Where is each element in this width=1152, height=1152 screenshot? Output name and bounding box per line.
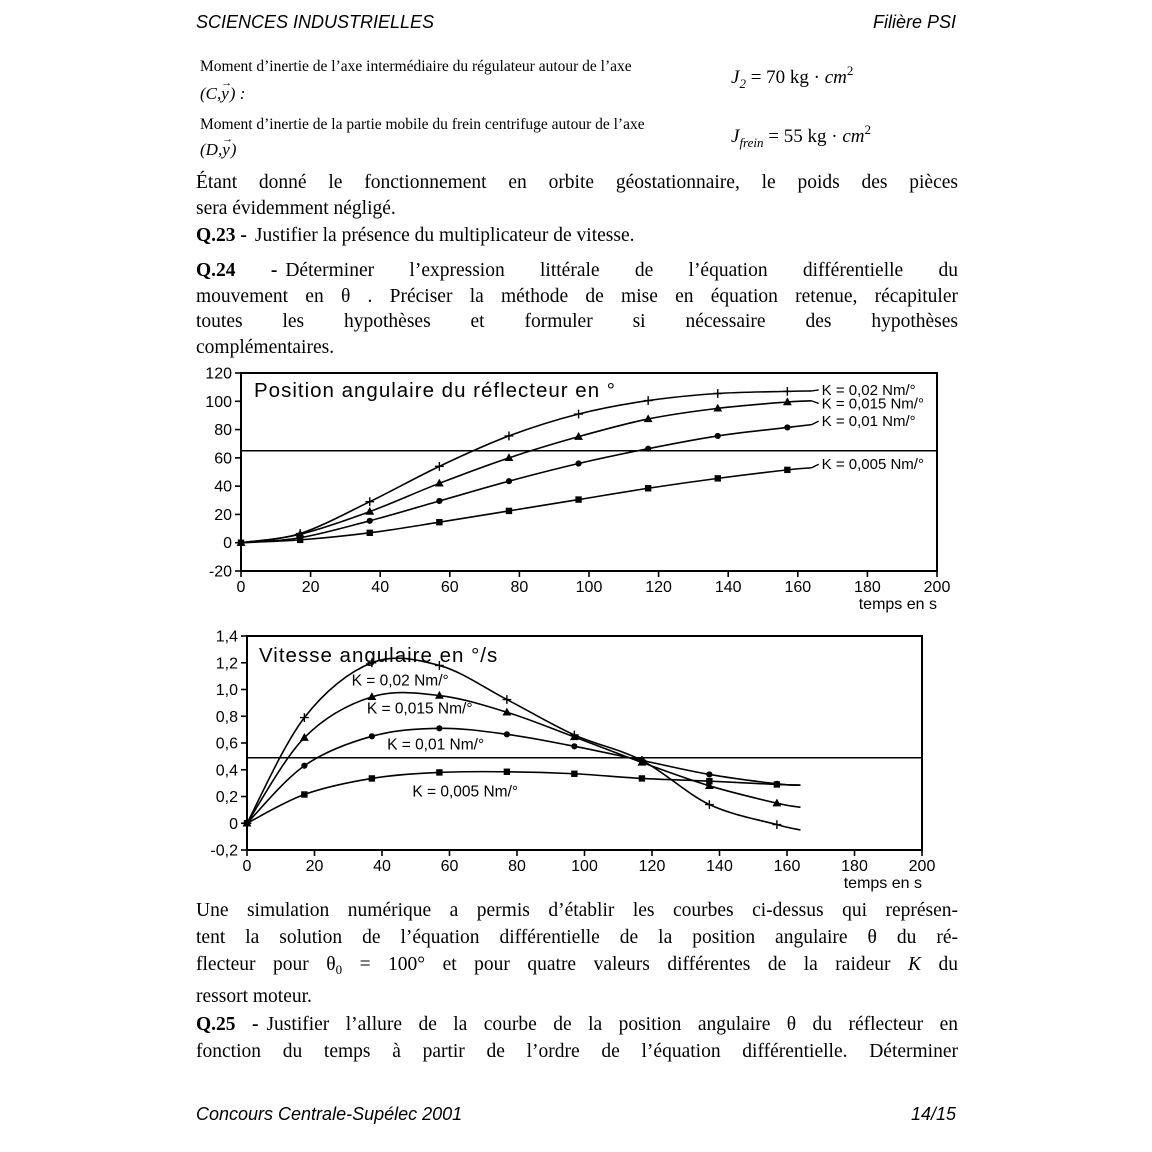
y-vector [221,77,233,104]
footer-exam-name: Concours Centrale-Supélec 2001 [196,1104,463,1124]
page-footer [196,1104,956,1125]
inertia-row2-axis [200,133,237,160]
formula-exp: 2 [846,63,854,78]
paragraph-line: fonction du temps à partir de l’ordre de l’équation différentielle. Déterminer [196,1041,958,1062]
axis-prefix: (D, [200,140,223,159]
question-24 [196,258,958,360]
question-text: Justifier la présence du multiplicateur de vitesse. [254,225,635,246]
svg-text:-20: -20 [208,563,232,581]
svg-text:1,4: 1,4 [215,628,238,646]
question-label: Q.24 - [196,260,278,281]
paragraph-line [196,951,958,983]
formula-unit: cm [824,67,847,88]
svg-text:160: 160 [784,579,812,596]
svg-text:180: 180 [841,858,868,875]
stiffness-symbol: K [908,954,922,975]
svg-text:K = 0,01 Nm/°: K = 0,01 Nm/° [821,413,916,431]
svg-text:100: 100 [205,393,232,411]
question-25 [196,1011,958,1065]
svg-text:0: 0 [229,815,238,833]
svg-text:40: 40 [373,858,391,875]
y-vector [222,133,234,160]
vector-letter: y [222,140,230,159]
svg-text:0,4: 0,4 [215,762,238,780]
angular-velocity-chart [199,627,957,893]
svg-text:40: 40 [371,579,390,596]
formula-var: J [731,67,740,88]
svg-text:0: 0 [223,535,232,553]
formula-exp: 2 [864,122,871,137]
svg-text:K = 0,005 Nm/°: K = 0,005 Nm/° [412,783,519,801]
axis-prefix: (C, [200,84,222,103]
svg-text:100: 100 [575,579,603,596]
inertia-row1-axis [200,77,246,104]
page-header [196,12,956,33]
svg-text:20: 20 [305,858,324,875]
paragraph-line: toutes les hypothèses et formuler si nécessaire des hypothèses [196,311,958,332]
formula-mid: = 55 kg · [763,126,843,147]
vector-arrow-icon: → [221,77,233,90]
svg-text:20: 20 [214,506,232,524]
svg-text:temps en s: temps en s [843,875,922,892]
inertia-formula-jfrein [731,122,871,151]
paragraph-line: sera évidemment négligé. [196,198,396,219]
svg-text:0: 0 [242,858,252,875]
svg-text:1,0: 1,0 [215,682,238,699]
header-track: Filière PSI [872,12,956,32]
theta-subscript: 0 [335,962,343,977]
question-23 [196,225,958,247]
formula-sub: frein [739,135,764,150]
inertia-row2-desc: Moment d’inertie de la partie mobile du frein centrifuge autour de l’axe [200,116,645,133]
svg-text:Position angulaire du réflecte: Position angulaire du réflecteur en ° [254,379,617,402]
text-run: flecteur pour θ [196,954,336,975]
svg-text:80: 80 [510,579,529,596]
paragraph-line: Étant donné le fonctionnement en orbite géostationnaire, le poids des pièces [196,172,958,193]
question-label: Q.23 - [196,225,247,246]
svg-text:120: 120 [645,579,672,596]
formula-sub: 2 [739,76,746,91]
header-subject: SCIENCES INDUSTRIELLES [196,12,435,32]
svg-text:0,2: 0,2 [215,789,238,806]
svg-text:temps en s: temps en s [858,596,937,613]
question-text: Déterminer l’expression littérale de l’équation différentielle du [285,260,958,281]
svg-text:0,8: 0,8 [215,708,238,726]
svg-text:0,6: 0,6 [215,735,238,753]
intro-paragraph [196,170,958,222]
svg-text:180: 180 [854,579,881,596]
paragraph-line: mouvement en θ . Préciser la méthode de mise en équation retenue, récapituler [196,285,958,307]
svg-text:60: 60 [440,579,459,596]
paragraph-line: tent la solution de l’équation différentielle de la position angulaire θ du ré- [196,927,958,948]
svg-text:K = 0,01 Nm/°: K = 0,01 Nm/° [387,736,485,754]
svg-text:160: 160 [773,858,801,875]
svg-text:K = 0,005 Nm/°: K = 0,005 Nm/° [821,456,924,474]
svg-text:60: 60 [214,450,232,468]
svg-text:200: 200 [908,858,936,875]
svg-text:20: 20 [301,579,320,596]
svg-text:K = 0,015 Nm/°: K = 0,015 Nm/° [366,700,473,718]
inertia-row1-desc: Moment d’inertie de l’axe intermédiaire du régulateur autour de l’axe [200,58,632,75]
question-text: Justifier l’allure de la courbe de la position angulaire θ du réflecteur en [266,1014,958,1035]
vector-arrow-icon: → [222,133,234,146]
position-angle-chart [193,366,957,616]
svg-text:80: 80 [508,858,526,875]
text-run: du [921,954,959,975]
svg-text:200: 200 [923,579,951,596]
svg-text:40: 40 [214,478,232,496]
inertia-formula-j2 [731,63,853,92]
svg-text:120: 120 [205,366,232,383]
svg-text:100: 100 [571,858,598,875]
svg-text:0: 0 [236,579,246,596]
question-label: Q.25 - [196,1014,259,1035]
vector-letter: y [221,84,229,103]
formula-mid: = 70 kg · [745,67,825,88]
footer-page-number: 14/15 [910,1104,956,1124]
svg-text:1,2: 1,2 [215,655,238,673]
svg-text:Vitesse angulaire en °/s: Vitesse angulaire en °/s [259,644,499,667]
svg-text:K = 0,02 Nm/°: K = 0,02 Nm/° [351,672,449,690]
formula-var: J [731,126,740,147]
svg-text:-0,2: -0,2 [210,842,238,860]
svg-text:60: 60 [440,858,459,875]
paragraph-line: Une simulation numérique a permis d’établir les courbes ci-dessus qui représen- [196,900,958,921]
svg-text:120: 120 [638,858,666,875]
axis-suffix: ) [230,140,237,159]
svg-text:80: 80 [214,422,232,440]
svg-text:K = 0,015 Nm/°: K = 0,015 Nm/° [821,395,924,413]
paragraph-line: ressort moteur. [196,986,312,1007]
svg-text:140: 140 [714,579,742,596]
axis-suffix: ) : [229,84,246,103]
paragraph-line: complémentaires. [196,336,335,358]
text-run: = 100° et pour quatre valeurs différentes de la raideur [342,954,909,975]
simulation-paragraph [196,897,958,1010]
svg-text:140: 140 [706,858,733,875]
svg-text:K = 0,02 Nm/°: K = 0,02 Nm/° [821,381,916,399]
formula-unit: cm [842,126,865,147]
